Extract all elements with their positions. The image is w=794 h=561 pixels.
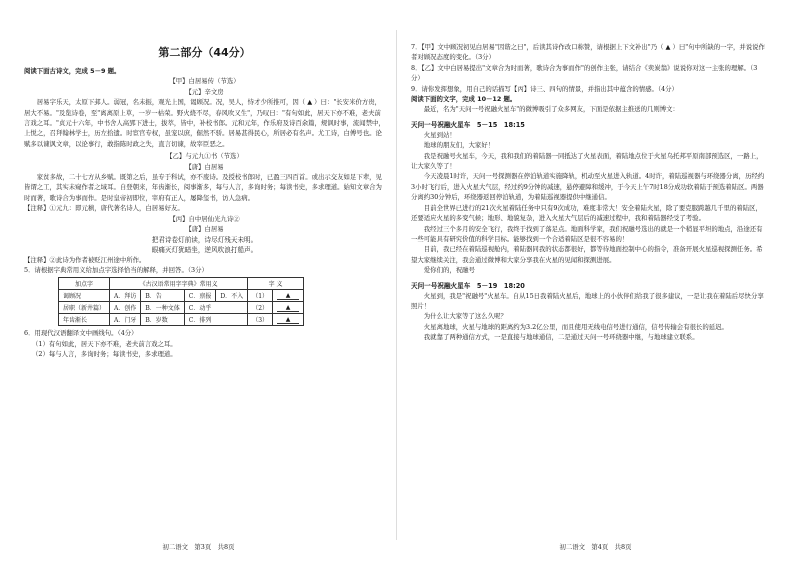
bing-line-1: 把君诗卷灯前读，诗尽灯残天未明。 bbox=[151, 235, 258, 244]
table-cell: 谒顾况 bbox=[59, 290, 110, 302]
table-header-cell: 《古汉语常用字字典》常用义 bbox=[110, 278, 248, 290]
page-footer-left: 初二语文 第3页 共8页 bbox=[162, 543, 235, 551]
table-cell: 年齿渐长 bbox=[59, 314, 110, 326]
table-cell: B．告 bbox=[141, 290, 184, 302]
table-row bbox=[59, 314, 304, 326]
yi-title: 【乙】与元九①书（节选） bbox=[166, 152, 243, 161]
question-7: 7．【甲】文中顾况初见白居易"因谐之曰"，后读其诗作改口称赞，请根据上下文补出"乃（ ▲ ）曰"句中所缺的一字，并说说作者对顾况态度的变化。（3分） bbox=[411, 43, 765, 62]
table-cell: A．门牙 bbox=[110, 314, 141, 326]
yi-text: 家贫多故，二十七方从乡赋。既第之后，虽专于科试，亦不废诗。及授校书郎时，已盈三四百首。或出示交友如足下辈，见皆谓之工，其实未窥作者之域耳。自登朝来，年齿渐长，阅事渐多，每与人言，多询时务；每读书史，多求理道。始知文章合为时而著，歌诗合为事而作。是时皇帝初即位，宰府有正人，屡降玺书，访人急病。 bbox=[24, 173, 382, 202]
post-2-paragraph: 我就靠了两种通信方式，一是直接与地球通信，二是通过天问一号环绕器中继，与地球建立联系。 bbox=[423, 333, 699, 342]
post-2-paragraph: 火星到，我是"祝融号"火星车。自从15日我着陆火星后，地球上的小伙伴们给我了很多建议，一是让我在着陆后尽快分享照片！ bbox=[411, 291, 764, 310]
bing-author: 【唐】白居易 bbox=[185, 225, 224, 234]
page-footer-right: 初二语文 第4页 共8页 bbox=[559, 543, 632, 551]
post-2-question: 为什么让大家等了这么久呢？ bbox=[423, 312, 507, 321]
post-2-paragraph: 火星离地球，火星与地球的距离约为3.2亿公里，而且使用无线电信号进行通信，信号传输会有很长的延迟。 bbox=[423, 322, 728, 331]
post-1-header: 天问一号祝融火星车 5－15 18:15 bbox=[411, 120, 525, 129]
question-6-2: （2）每与人言，多询时务；每读书史，多求理道。 bbox=[32, 350, 177, 359]
table-row bbox=[59, 290, 304, 302]
post-1-paragraph: 目前全世界已进行的21次火星着陆任务中只有9次成功，难度非常大！安全着陆火星，除了要克服跨越几千里的着陆区，还要适应火星的多变气候；地形、地貌复杂，进入火星大气层后的减速过程中，我和着陆器经受了考验。 bbox=[411, 203, 762, 223]
answer-blank[interactable]: ▲ bbox=[273, 290, 304, 302]
jia-title: 【甲】白居易传（节选） bbox=[169, 77, 240, 86]
post-1-paragraph: 今天凌晨1时许，天问一号探测器在停泊轨道实施降轨，机动至火星进入轨道。4时许，着陆巡视器与环绕器分离，历经约3小时飞行后，进入火星大气层，经过约9分钟的减速，悬停避障和缓冲，于今天上午7时18分成功软着陆于预选着陆区。两器分离约30分钟后，环绕器返回停泊轨道，为着陆巡视器提供中继通信。 bbox=[411, 172, 765, 202]
table-cell: A．拜访 bbox=[110, 290, 141, 302]
yi-note: 【注释】①元九：即元稹，唐代著名诗人，白居易好友。 bbox=[24, 204, 184, 213]
post-1-paragraph: 我经过三个多月的安全飞行，我终于找到了落足点。地面科学家，我们祝融号选出的就是一个稍显平坦的地点，沿途还有一些可能具有研究价值的科学目标。能够找到一个合适着陆区是很不容易的！ bbox=[411, 224, 763, 243]
question-8: 8．【乙】文中白居易提出"文章合为时而著，歌诗合为事而作"的创作主张，请结合《卖炭翁》说说你对这一主张的理解。（3分） bbox=[411, 63, 758, 83]
table-header bbox=[59, 278, 304, 290]
table-cell: 居职（新井篇） bbox=[59, 302, 110, 314]
word-meaning-table bbox=[58, 277, 304, 326]
section-title: 第二部分（44分） bbox=[158, 46, 251, 59]
table-cell: （2） bbox=[248, 302, 273, 314]
table-cell: B．一种文体 bbox=[141, 302, 184, 314]
table-cell: C．禀报 bbox=[184, 290, 216, 302]
bing-line-2: 眼痛灭灯犹暗坐，逆风吹浪打船声。 bbox=[151, 245, 258, 254]
jia-author: 【元】辛文房 bbox=[185, 87, 224, 96]
right-page bbox=[397, 0, 794, 561]
jia-text: 居易字乐天，太原下邽人。弱冠，名未振，观光上国，谒顾况。况，吴人，恃才少所推可，因（ ▲ ）曰："长安米价方贵，居大不易。"及览诗卷，至"离离原上草，一岁一枯荣。野火烧不尽，春风吹又生"，乃叹曰："有句如此，居天下亦不难，老夫前言戏之耳。"贞元十六年，中书舍人高郢下进士，拔萃，皆中，补校书郎。元和元年，作乐府及诗百余篇，规讽时事，流闻禁中，上悦之，召拜翰林学士，历左拾遗。时宦官专权，虽宠以庶，倔然不骄。居易甚得民心，所居必有名声。尤工诗，白傅号也。论赋多以谏讽文章，以论事行，敢指陈时政之失，直言切谏，故宰臣恶之。 bbox=[24, 98, 385, 148]
post-2-header: 天问一号祝融火星车 5－19 18:20 bbox=[411, 281, 525, 290]
answer-blank[interactable]: ▲ bbox=[273, 314, 304, 326]
bing-note: 【注释】②此诗为作者被贬江州途中所作。 bbox=[24, 255, 146, 264]
intro-text: 最近，名为"天问一号祝融火星车"的微博吸引了众多网友，下面是依据主推送的几则博文： bbox=[423, 105, 679, 114]
table-header-cell: 加点字 bbox=[59, 278, 110, 290]
table-header-cell: 字 义 bbox=[248, 278, 304, 290]
bing-title: 【丙】自中居仙光九诗② bbox=[169, 214, 240, 223]
question-6-1: （1）有句如此，居天下亦不难，老夫前言戏之耳。 bbox=[32, 339, 177, 348]
reading-instruction-2: 阅读下面的文字，完成 10－12 题。 bbox=[411, 95, 517, 104]
table-cell: D．不入 bbox=[216, 290, 248, 302]
reading-instruction: 阅读下面古诗文，完成 5－9 题。 bbox=[24, 67, 121, 75]
post-1-paragraph: 目前，我已经在着陆巡视舱内，着陆器同我的状态都很好，都等待地面控制中心的指令，准备开展火星巡视探测任务。希望大家继续关注，我会通过微博和大家分享我在火星的见闻和探测进展。 bbox=[411, 245, 763, 264]
table-cell: C．动乎 bbox=[184, 302, 247, 314]
table-cell: （3） bbox=[248, 314, 273, 326]
table-cell: C．排列 bbox=[184, 314, 247, 326]
table-cell: A．创作 bbox=[110, 302, 141, 314]
yi-author: 【唐】白居易 bbox=[185, 162, 224, 171]
post-1-paragraph: 我是祝融号火星车，今天，我和我们的着陆器一同抵达了火星表面，着陆地点位于火星乌托邦平原南部预选区，一路上，让大家久等了！ bbox=[411, 151, 763, 171]
post-1-signoff: 爱你们的，祝融号 bbox=[423, 266, 475, 275]
question-5: 5．请根据字典常用义给加点字选择恰当的解释，并回答。（3分） bbox=[24, 265, 208, 274]
post-1-paragraph: 地球的朋友们，大家好！ bbox=[423, 141, 495, 150]
question-9: 9．请你发挥想象，用自己的话描写【丙】诗三、四句的情景，并指出其中蕴含的情感。（4分） bbox=[411, 84, 678, 93]
table-cell: B．岁数 bbox=[141, 314, 184, 326]
post-1-greeting: 火星到站！ bbox=[423, 130, 456, 139]
table-row bbox=[59, 302, 304, 314]
answer-blank[interactable]: ▲ bbox=[273, 302, 304, 314]
table-cell: （1） bbox=[248, 290, 273, 302]
question-6: 6．用现代汉语翻译文中画线句。（4分） bbox=[24, 329, 138, 338]
